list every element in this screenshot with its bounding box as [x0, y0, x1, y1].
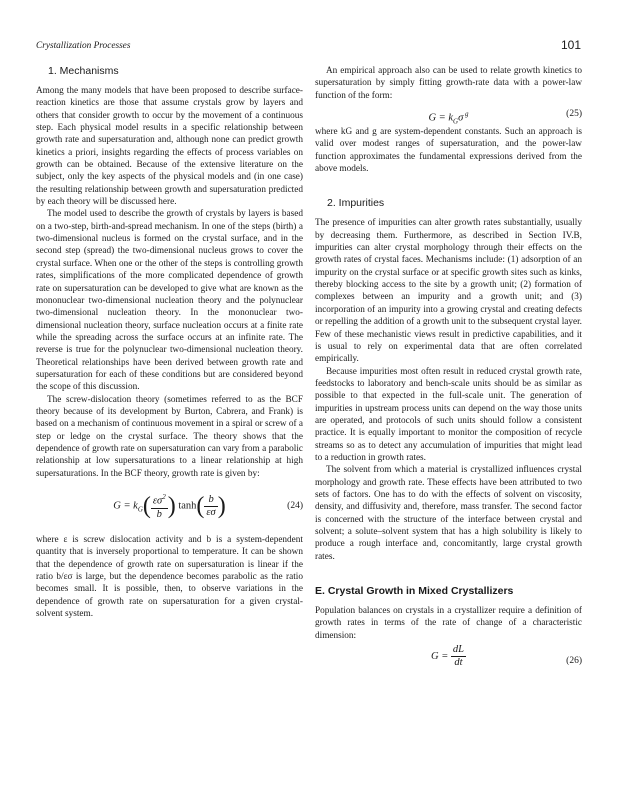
paragraph: Population balances on crystals in a crystallizer require a definition of growth rates in terms of the rate of change of a characteristic dimension:: [315, 606, 582, 641]
paragraph: where ε is screw dislocation activity and b is a system-dependent quantity that is inversely proportional to temperature. It can be shown that the dependence of growth rate on supersaturation is linear if the ratio b/εσ is large, but the dependence becomes parabolic as the ratio becomes small. It is possible, then, to observe variations in the dependence of growth rate on supersaturation for a given crystal-solvent system.: [36, 535, 303, 620]
equation-26: [315, 644, 582, 678]
equation-25-body: $G = k_G\sigma$ $^g$: [428, 110, 469, 126]
paragraph: The model used to describe the growth of crystals by layers is based on a two-step, birth-and-spread mechanism. In one of the steps (birth) a two-dimensional nucleus is formed on the crystal surface, and in the second step (spread) the two-dimensional nucleus grows to cover the crystal surface. When one or the other of the steps is controlling growth rates, simplifications of the more complicated dependence of growth rate on supersaturation can be developed to give what are known as the mononuclear two-dimensional nucleation theory and the polynuclear two-dimensional nucleation theory. In the mononuclear two-dimensional nucleation theory, surface nucleation occurs at a finite rate while the spreading across the surface occurs at an infinite rate. The reverse is true for the polynuclear two-dimensional nucleation theory. Theoretical relationships have been derived between growth rate and supersaturation for each of these conditions but are considered beyond the scope of this discussion.: [36, 209, 303, 393]
right-column: [315, 65, 582, 678]
paragraph: Because impurities most often result in reduced crystal growth rate, feedstocks to laboratory and bench-scale units should be as similar as possible to that expected in the full-scale unit. The generation of impurities in upstream process units can depend on the way those units are operated, and protocols of such units should follow a consistent practice. It is equally important to monitor the composition of recycle streams so as to detect any accumulation of impurities that might lead to a reduction in growth rates.: [315, 366, 582, 463]
paragraph: The presence of impurities can alter growth rates substantially, usually by decreasing them. Furthermore, as described in Section IV.B, impurities can alter crystal morphology through their effects on the growth rates of crystal faces. Mechanisms include: (1) adsorption of an impurity on the crystal surface or at specific growth sites such as kinks, thereby blocking access to the site by a growth unit; (2) formation of complexes between an impurity and a growth unit; and (3) incorporation of an impurity into a growing crystal and creating defects or repelling the addition of a growth unit to the subsequent crystal layer. Few of these mechanistic views result in predictive capabilities, and it is usual to rely on experimental data that are often correlated empirically.: [315, 218, 582, 365]
equation-26-body: G = $\frac{dL}{dt}$: [430, 644, 464, 669]
paragraph: An empirical approach also can be used to relate growth kinetics to supersaturation by simply fitting growth-rate data with a power-law function of the form:: [315, 66, 582, 101]
equation-25: [315, 105, 582, 126]
paragraph: The screw-dislocation theory (sometimes referred to as the BCF theory because of its development by Burton, Cabrera, and Frank) is based on a mechanism of continuous movement in a spiral or screw of a step or ledge on the crystal surface. The theory shows that the dependence of growth rate on supersaturation can vary from a parabolic relationship at low supersaturations to a linear relationship at high supersaturations. In the BCF theory, growth rate is given by:: [36, 394, 303, 479]
section-heading-impurities: 2. Impurities: [327, 197, 385, 210]
running-header: Crystallization Processes: [36, 41, 131, 51]
left-column: [36, 65, 303, 620]
page-number: 101: [561, 38, 582, 52]
section-heading-mechanisms: 1. Mechanisms: [48, 65, 119, 77]
equation-24-body: $G = k_G$( $\frac{\varepsilon\sigma^2}{b}$ ) tanh( $\frac{b}{\varepsilon\sigma}$ ): [113, 493, 226, 520]
equation-24: [36, 484, 303, 528]
equation-number: (25): [566, 109, 582, 120]
paragraph: Among the many models that have been proposed to describe surface-reaction kinetics are those that assume crystals grow by layers and others that consider growth to occur by the movement of a continuous step. Each physical model results in a specific relationship between growth rate and supersaturation and, although none can predict growth kinetics a priori, insights regarding the effects of process variables on growth can be obtained. Because of the extensive literature on the subject, only the key aspects of the physical models and (in one case) the resulting relationship between growth and supersaturation predicted by each theory will be discussed here.: [36, 86, 303, 208]
equation-number: (26): [566, 656, 582, 667]
paragraph: The solvent from which a material is crystallized influences crystal morphology and growth rate. These effects have been attributed to two sets of factors. One has to do with the effects of solvent on viscosity, density, and diffusivity and, therefore, mass transfer. The second factor is concerned with the structure of the interface between crystal and solvent; a solute–solvent system that has a high solubility is likely to produce a rough interface and, concomitantly, large crystal growth rates.: [315, 465, 582, 562]
section-heading-crystal-growth: E. Crystal Growth in Mixed Crystallizers: [315, 585, 514, 598]
paragraph: where kG and g are system-dependent constants. Such an approach is valid over modest ranges of supersaturation, and the power-law function approximates the fundamental expressions derived from the above models.: [315, 127, 582, 175]
equation-number: (24): [287, 501, 303, 511]
